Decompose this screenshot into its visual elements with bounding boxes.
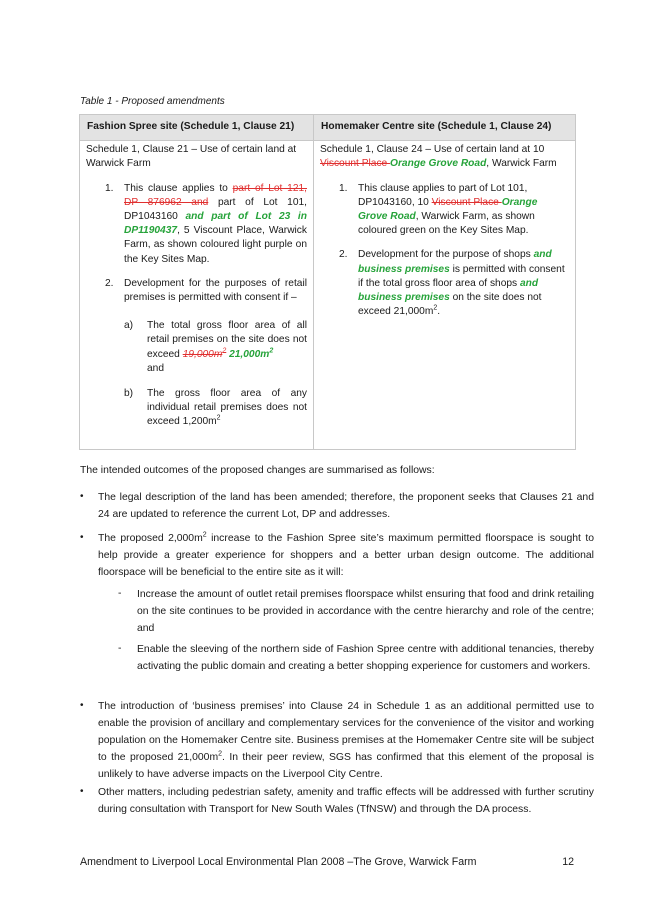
dash-text: Increase the amount of outlet retail premises floorspace whilst ensuring that food and drink retailing on the site continues to be provided in accordance with the centre hierarchy and role of the centre; and	[137, 589, 594, 634]
sub-clause-b: b) The gross floor area of any individual retail premises does not exceed $1,200m^2$	[124, 388, 307, 428]
clause-24-item-1	[320, 182, 569, 239]
dash-mark: -	[118, 643, 122, 654]
bullet-mark: •	[80, 700, 84, 711]
bullet-mark: •	[80, 532, 84, 543]
table-row	[80, 141, 576, 449]
clause-21-list	[86, 182, 307, 430]
deleted-text: Viscount Place	[431, 196, 502, 208]
deleted-text: $19,000m^2$	[182, 347, 227, 360]
sub-clause-text: The gross floor area of any individual retail premises does not exceed 1,200m	[147, 388, 307, 428]
item-number: 1.	[339, 182, 348, 194]
page-footer	[80, 855, 574, 870]
clause-21-item-1	[86, 182, 307, 267]
clause-text: Development for the purpose of shops	[358, 249, 534, 261]
inserted-text: and business premises	[358, 249, 552, 275]
sub-clause-list	[124, 319, 307, 429]
clause-21-title: Schedule 1, Clause 21 – Use of certain land at Warwick Farm	[86, 144, 297, 170]
bullet-mark: •	[80, 491, 84, 502]
sub-clause-a	[124, 319, 307, 376]
clause-text: , Warwick Farm, as shown coloured green on the Key Sites Map.	[358, 211, 535, 237]
cell-clause-21	[80, 141, 314, 449]
deleted-text: part of Lot 121, DP 876962 and	[124, 182, 307, 208]
inserted-text: $21,000m^2$	[229, 347, 274, 360]
sub-clause-label: a)	[124, 320, 134, 332]
clause-text: This clause applies to part of Lot 101, DP1043160, 10	[358, 182, 528, 208]
table-caption: Table 1 - Proposed amendments	[80, 96, 225, 107]
clause-text: part of Lot 101, DP1043160	[124, 196, 307, 223]
clause-24-title: Schedule 1, Clause 24 – Use of certain land at 10 Viscount Place Orange Grove Road, Warwick Farm	[320, 144, 557, 170]
bullet-text: The proposed $2,000m^2$ increase to the Fashion Spree site’s maximum permitted floorspace is sought to help provide a greater experience for shoppers and a better urban design outcome. The additional floorspace will be beneficial to the entire site as it will:	[98, 531, 594, 578]
sub-clause-tail: and	[147, 362, 164, 374]
clause-text: is permitted with consent if the total gross floor area of shops	[358, 263, 565, 289]
inserted-text: and part of Lot 23 in DP1190437	[124, 211, 307, 237]
sub-clause-label: b)	[124, 388, 134, 400]
clause-text: on the site does not exceed 21,000m	[358, 292, 542, 318]
item-number: 2.	[105, 277, 114, 289]
inserted-text: and business premises	[358, 277, 539, 304]
deleted-text: Viscount Place	[320, 158, 391, 170]
inserted-text: Orange Grove Road	[358, 196, 538, 223]
clause-24-item-2: 2. Development for the purpose of shops and business premises is permitted with consent if the total gross floor area of shops and business premises on the site does not exceed $21,000m^2$.	[339, 249, 565, 318]
inserted-text: Orange Grove Road	[390, 158, 487, 170]
table-header-row	[80, 115, 576, 141]
bullet-text: The legal description of the land has been amended; therefore, the proponent seeks that Clauses 21 and 24 are updated to reference the current Lot, DP and addresses.	[98, 492, 594, 520]
item-number: 1.	[105, 182, 114, 194]
dash-text: Enable the sleeving of the northern side of Fashion Spree centre with additional tenancies, thereby activating the public domain and creating a better shopping experience for customers and workers.	[137, 644, 594, 672]
item-number: 2.	[339, 249, 348, 261]
bullet-text: The introduction of ‘business premises’ into Clause 24 in Schedule 1 as an additional permitted use to enable the provision of ancillary and complementary services for the convenience of the visitor and working population on the Homemaker Centre site. Business premises at the Homemaker Centre site will be subject to the proposed $21,000m^2$. In their peer review, SGS has confirmed that this element of the proposal is unlikely to have adverse impacts on the Liverpool City Centre.	[98, 701, 594, 780]
amendments-table	[79, 114, 576, 450]
cell-clause-24	[314, 141, 576, 449]
page-number: 12	[562, 856, 574, 868]
bullet-text: Other matters, including pedestrian safety, amenity and traffic effects will be addressed with further scrutiny during consultation with Transport for New South Wales (TfNSW) and through the DA process.	[98, 787, 594, 815]
outcomes-intro: The intended outcomes of the proposed changes are summarised as follows:	[80, 465, 435, 476]
dash-mark: -	[118, 588, 122, 599]
bullet-mark: •	[80, 786, 84, 797]
header-homemaker-centre: Homemaker Centre site (Schedule 1, Clause 24)	[314, 115, 576, 141]
footer-title: Amendment to Liverpool Local Environmental Plan 2008 –The Grove, Warwick Farm	[80, 856, 477, 868]
header-fashion-spree: Fashion Spree site (Schedule 1, Clause 21)	[80, 115, 314, 141]
clause-21-item-2	[86, 277, 307, 430]
clause-text: This clause applies to	[124, 182, 233, 194]
clause-24-list	[320, 182, 569, 320]
clause-text: Development for the purposes of retail premises is permitted with consent if –	[124, 277, 307, 304]
clause-text: , 5 Viscount Place, Warwick Farm, as shown coloured light purple on the Key Sites Map.	[124, 225, 307, 265]
sub-clause-text: The total gross floor area of all retail premises on the site does not exceed	[147, 320, 307, 360]
